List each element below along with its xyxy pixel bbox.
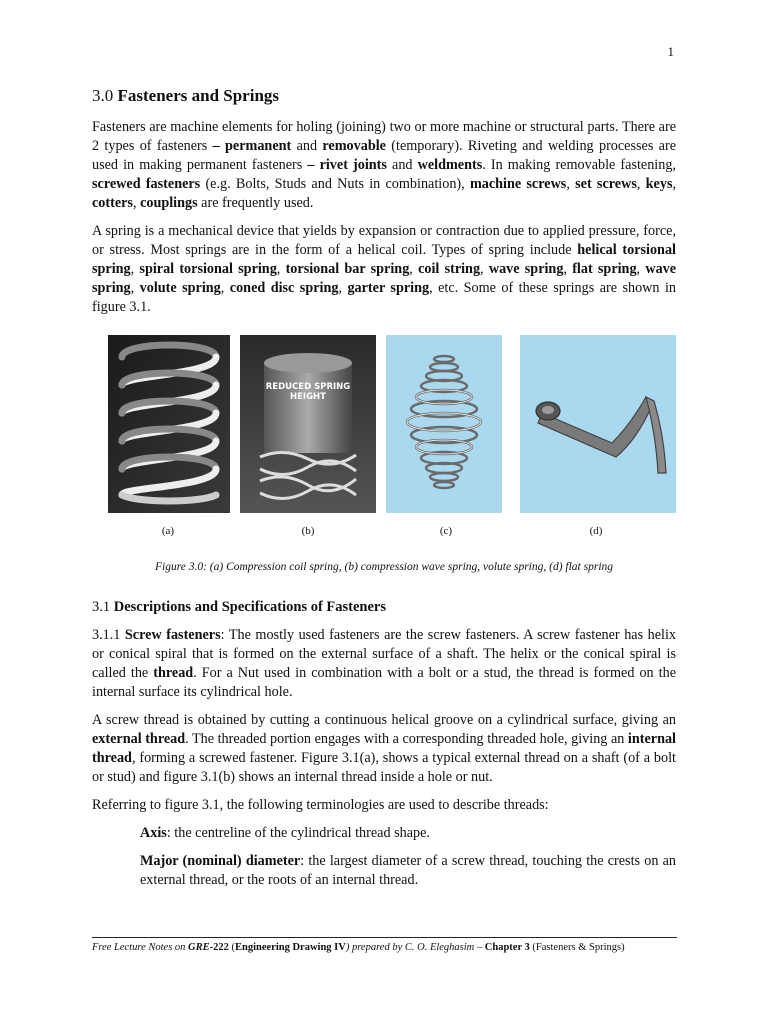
figure-label-b: (b): [301, 525, 315, 537]
page-number: 1: [667, 44, 674, 59]
text-run: Engineering Drawing IV: [235, 942, 346, 953]
text-run: cotters: [92, 195, 133, 211]
text-run: wave spring: [488, 261, 564, 277]
text-run: . For a Nut used in combination with a bolt or a stud, the thread is formed on the internal surface its cylindrical hole.: [92, 665, 677, 700]
text-run: coil string: [418, 261, 481, 277]
text-run: Screw fasteners: [124, 627, 221, 643]
text-run: garter spring: [347, 280, 430, 296]
text-run: couplings: [140, 195, 198, 211]
text-run: machine screws: [469, 176, 567, 192]
text-run: screwed fasteners: [92, 176, 201, 192]
subsection-number: 3.1: [92, 599, 111, 615]
springs-paragraph: [92, 222, 676, 317]
text-run: flat spring: [572, 261, 637, 277]
text-run: ,: [338, 280, 348, 296]
text-run: . The threaded portion engages with a corresponding threaded hole, giving an: [185, 731, 628, 747]
text-run: helical torsional spring: [92, 242, 676, 277]
text-run: – permanent: [212, 138, 292, 154]
text-run: and: [291, 138, 323, 154]
text-run: ) prepared by C. O. Eleghasim: [345, 942, 475, 953]
text-run: Major (nominal) diameter: [140, 853, 301, 869]
screw-fasteners-paragraph: [92, 626, 676, 702]
text-run: (temporary). Riveting and welding processes are used in making permanent fasteners: [92, 138, 676, 173]
text-run: ,: [130, 280, 140, 296]
text-run: : The mostly used fasteners are the screw fasteners. A screw fastener has helix or conical spiral that is formed on the external surface of a shaft. The helix or the conical spiral is called the: [92, 627, 677, 681]
text-run: and: [386, 157, 418, 173]
text-run: Free Lecture Notes on: [92, 942, 189, 953]
text-run: –: [474, 942, 485, 953]
reduced-spring-height-text-2: HEIGHT: [290, 392, 326, 402]
text-run: Referring to figure 3.1, the following terminologies are used to describe threads:: [92, 797, 549, 813]
text-run: . In making removable fastening,: [482, 157, 676, 173]
text-run: external thread: [92, 731, 186, 747]
compression-wave-spring-image: [240, 335, 376, 513]
text-run: keys: [645, 176, 673, 192]
text-run: coned disc spring: [229, 280, 339, 296]
page-footer: [92, 941, 677, 954]
text-run: -222: [209, 942, 229, 953]
footer-divider: [92, 937, 677, 938]
text-run: ,: [409, 261, 419, 277]
text-run: ,: [636, 261, 646, 277]
figure-label-d: (d): [589, 525, 603, 537]
text-run: ,: [480, 261, 489, 277]
text-run: ,: [130, 261, 140, 277]
text-run: GRE: [188, 942, 210, 953]
compression-coil-spring-image: [108, 335, 230, 513]
text-run: : the largest diameter of a screw thread, touching the crests on an external thread, or the roots of an internal thread.: [140, 853, 676, 888]
text-run: ,: [563, 261, 573, 277]
text-run: 3.1.1: [92, 627, 125, 643]
text-run: ,: [566, 176, 576, 192]
text-run: wave spring: [92, 261, 677, 296]
text-run: removable: [322, 138, 386, 154]
text-run: set screws: [575, 176, 637, 192]
section-heading: [92, 86, 676, 106]
screw-thread-paragraph: [92, 711, 676, 787]
text-run: Fasteners are machine elements for holing (joining) two or more machine or structural parts. There are 2 types of fasteners: [92, 119, 676, 154]
text-run: volute spring: [139, 280, 221, 296]
text-run: ,: [132, 195, 141, 211]
volute-spring-image: [386, 335, 502, 513]
page-content: [92, 86, 676, 899]
flat-spring-image: [520, 335, 676, 513]
text-run: Axis: [140, 825, 167, 841]
text-run: ,: [672, 176, 677, 192]
section-title: Fasteners and Springs: [117, 86, 280, 105]
fasteners-paragraph: [92, 118, 676, 213]
text-run: ,: [636, 176, 646, 192]
reduced-spring-height-text: REDUCED SPRING: [265, 382, 351, 392]
springs-figure: [92, 335, 676, 557]
figure-caption: Figure 3.0: (a) Compression coil spring, (b) compression wave spring, volute spring, (d) flat spring: [154, 561, 614, 573]
text-run: , forming a screwed fastener. Figure 3.1(a), shows a typical external thread on a shaft (of a bolt or stud) and figure 3.1(b) shows an internal thread inside a hole or nut.: [92, 750, 676, 785]
text-run: ,: [276, 261, 286, 277]
major-diameter-definition: [140, 852, 676, 890]
text-run: weldments: [417, 157, 483, 173]
terminology-intro-paragraph: [92, 796, 676, 815]
axis-definition: [140, 824, 676, 843]
text-run: (Fasteners & Springs): [529, 942, 625, 953]
subsection-heading: [92, 599, 676, 616]
text-run: ,: [220, 280, 230, 296]
text-run: A screw thread is obtained by cutting a continuous helical groove on a cylindrical surface, giving an: [92, 712, 676, 728]
text-run: are frequently used.: [197, 195, 314, 211]
figure-label-c: (c): [439, 525, 453, 537]
text-run: – rivet joints: [307, 157, 387, 173]
text-run: (: [228, 942, 236, 953]
figure-label-a: (a): [161, 525, 175, 537]
text-run: thread: [153, 665, 194, 681]
text-run: (e.g. Bolts, Studs and Nuts in combination),: [200, 176, 470, 192]
text-run: , etc. Some of these springs are shown in figure 3.1.: [92, 280, 676, 315]
section-number: 3.0: [92, 86, 114, 105]
text-run: A spring is a mechanical device that yields by expansion or contraction due to applied pressure, force, or stress. Most springs are in the form of a helical coil. Types of spring include: [92, 223, 676, 258]
text-run: internal thread: [92, 731, 676, 766]
text-run: spiral torsional spring: [139, 261, 277, 277]
text-run: Chapter 3: [484, 942, 530, 953]
text-run: : the centreline of the cylindrical thread shape.: [166, 825, 430, 841]
text-run: torsional bar spring: [285, 261, 410, 277]
subsection-title: Descriptions and Specifications of Fasteners: [113, 599, 387, 615]
